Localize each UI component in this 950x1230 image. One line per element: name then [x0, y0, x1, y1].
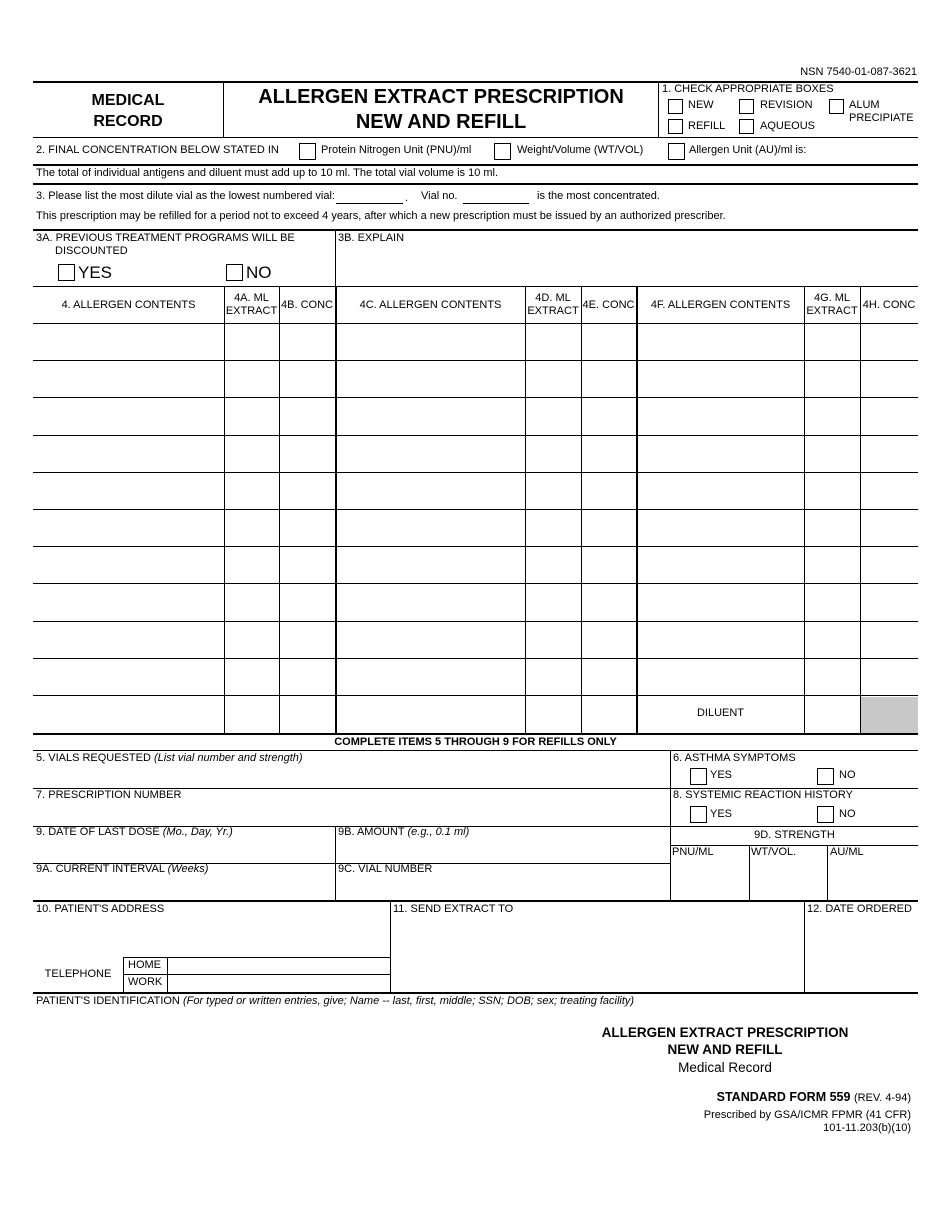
date-ordered-field[interactable]: [807, 918, 917, 990]
table-cell[interactable]: [337, 510, 524, 545]
table-cell[interactable]: [35, 659, 223, 694]
table-cell[interactable]: [281, 696, 334, 731]
table-cell[interactable]: [638, 436, 803, 471]
form-number: STANDARD FORM 559: [716, 1090, 851, 1104]
form-title-line1: ALLERGEN EXTRACT PRESCRIPTION: [258, 86, 624, 108]
aqueous-label: AQUEOUS: [760, 120, 816, 132]
asthma-no-label: NO: [839, 769, 856, 781]
table-cell[interactable]: [226, 398, 278, 434]
table-cell[interactable]: [806, 547, 859, 582]
table-cell[interactable]: [638, 473, 803, 508]
col4h-header: 4H. CONC: [862, 299, 916, 311]
item5-note: (List vial number and strength): [154, 752, 303, 764]
amount-label: [338, 826, 469, 839]
send-extract-to-field[interactable]: [393, 918, 800, 990]
nsn-number: NSN 7540-01-087-3621: [800, 66, 917, 78]
table-cell[interactable]: [806, 398, 859, 434]
prescription-number-field[interactable]: [36, 804, 666, 824]
vials-requested-label: [36, 752, 303, 765]
home-phone-field[interactable]: [169, 958, 388, 973]
wt-vol-field[interactable]: [751, 860, 826, 898]
table-cell[interactable]: [337, 659, 524, 694]
table-cell[interactable]: [35, 436, 223, 471]
table-cell[interactable]: [226, 584, 278, 620]
table-cell[interactable]: [527, 547, 580, 582]
refill-heading-rule: [33, 750, 918, 751]
item3a-divider: [335, 230, 336, 286]
table-cell[interactable]: [527, 473, 580, 508]
table-cell[interactable]: [806, 584, 859, 620]
table-cell[interactable]: [583, 324, 635, 359]
au-ml-field[interactable]: [829, 860, 917, 898]
medical-record-line2: RECORD: [93, 113, 163, 130]
table-cell[interactable]: [281, 361, 334, 396]
vial-number-label: 9C. VIAL NUMBER: [338, 863, 433, 875]
table-cell[interactable]: [806, 696, 859, 731]
prescribed-line1: Prescribed by GSA/ICMR FPMR (41 CFR): [703, 1109, 911, 1121]
table-cell[interactable]: [226, 510, 278, 545]
table-cell[interactable]: [35, 510, 223, 545]
systemic-reaction-label: 8. SYSTEMIC REACTION HISTORY: [673, 789, 853, 801]
table-cell[interactable]: [281, 584, 334, 620]
pnu-ml-label: PNU/ML: [672, 846, 714, 858]
table-cell[interactable]: [527, 696, 580, 731]
item11-divider: [804, 901, 805, 992]
patient-address-label: 10. PATIENT'S ADDRESS: [36, 903, 165, 915]
col4f-header: 4F. ALLERGEN CONTENTS: [650, 299, 791, 311]
table-cell[interactable]: [638, 510, 803, 545]
table-cell[interactable]: [862, 659, 917, 694]
item9-note: (Mo., Day, Yr.): [162, 826, 233, 838]
table-cell[interactable]: [35, 622, 223, 657]
footer-title: [585, 1024, 865, 1058]
header-bottom-rule: [33, 137, 918, 138]
table-cell[interactable]: [337, 622, 524, 657]
form-title-line2: NEW AND REFILL: [355, 111, 527, 133]
table-cell[interactable]: [527, 361, 580, 396]
table-cell[interactable]: [638, 361, 803, 396]
prescribed-by: [704, 1109, 911, 1135]
item9b-note: (e.g., 0.1 ml): [407, 826, 470, 838]
asthma-no-checkbox[interactable]: [817, 768, 834, 785]
form-title: [224, 85, 658, 135]
explain-field[interactable]: [338, 247, 916, 285]
item9-text: 9. DATE OF LAST DOSE: [36, 826, 160, 838]
table-cell[interactable]: [337, 547, 524, 582]
table-cell[interactable]: [806, 510, 859, 545]
table-cell[interactable]: [806, 324, 859, 359]
patient-identification-label: [36, 995, 634, 1008]
table-cell[interactable]: [337, 696, 524, 731]
final-concentration-label: 2. FINAL CONCENTRATION BELOW STATED IN: [36, 144, 279, 156]
table-column-rule: [860, 286, 861, 733]
footer-title-line2: NEW AND REFILL: [667, 1042, 783, 1057]
table-cell[interactable]: [281, 324, 334, 359]
table-cell[interactable]: [281, 510, 334, 545]
table-column-rule: [279, 286, 280, 733]
col4b-header: 4B. CONC: [281, 299, 333, 311]
telephone-label: TELEPHONE: [44, 968, 112, 980]
item10-divider: [390, 901, 391, 992]
table-cell[interactable]: [35, 398, 223, 434]
table-cell[interactable]: [583, 361, 635, 396]
table-cell[interactable]: [862, 324, 917, 359]
table-cell[interactable]: [806, 361, 859, 396]
au-checkbox[interactable]: [668, 143, 685, 160]
table-cell[interactable]: [281, 659, 334, 694]
col4a-line1: 4A. ML: [234, 292, 269, 304]
table-cell[interactable]: [806, 473, 859, 508]
table-cell[interactable]: [527, 510, 580, 545]
pnu-label: Protein Nitrogen Unit (PNU)/ml: [321, 144, 472, 156]
refill-period-note: This prescription may be refilled for a period not to exceed 4 years, after which a new prescription must be issued by an authorized prescriber.: [36, 210, 726, 222]
refill-checkbox[interactable]: [668, 119, 683, 134]
work-label: WORK: [128, 976, 163, 988]
table-cell[interactable]: [638, 398, 803, 434]
table-cell[interactable]: [226, 324, 278, 359]
table-cell[interactable]: [862, 622, 917, 657]
table-cell[interactable]: [226, 622, 278, 657]
table-cell[interactable]: [806, 436, 859, 471]
vial-no-field[interactable]: [463, 191, 529, 204]
medical-record-line1: MEDICAL: [91, 92, 165, 109]
table-cell[interactable]: [281, 436, 334, 471]
table-cell[interactable]: [583, 547, 635, 582]
table-cell[interactable]: [337, 361, 524, 396]
item9a-note: (Weeks): [167, 863, 209, 875]
table-cell[interactable]: [862, 547, 917, 582]
table-cell[interactable]: [638, 584, 803, 620]
table-cell[interactable]: [806, 659, 859, 694]
new-checkbox[interactable]: [668, 99, 683, 114]
table-cell[interactable]: [226, 547, 278, 582]
table-column-rule: [224, 286, 225, 733]
col4d-line2: EXTRACT: [527, 305, 579, 317]
current-interval-label: [36, 863, 208, 876]
table-cell[interactable]: [281, 398, 334, 434]
table-cell[interactable]: [527, 659, 580, 694]
table-cell[interactable]: [862, 361, 917, 396]
table-cell[interactable]: [35, 547, 223, 582]
col4c-header: 4C. ALLERGEN CONTENTS: [359, 299, 502, 311]
footer-title-line1: ALLERGEN EXTRACT PRESCRIPTION: [601, 1025, 849, 1040]
table-cell[interactable]: [226, 361, 278, 396]
patient-id-text: PATIENT'S IDENTIFICATION: [36, 995, 180, 1007]
col4g-line1: 4G. ML: [813, 292, 851, 304]
refill-section-heading: COMPLETE ITEMS 5 THROUGH 9 FOR REFILLS ONLY: [334, 736, 617, 748]
pnu-checkbox[interactable]: [299, 143, 316, 160]
table-cell[interactable]: [638, 659, 803, 694]
period-mark: .: [405, 192, 409, 204]
work-phone-field[interactable]: [169, 975, 388, 990]
table-cell[interactable]: [583, 510, 635, 545]
table-cell[interactable]: [806, 622, 859, 657]
wt-vol-checkbox[interactable]: [494, 143, 511, 160]
vial-no-label: Vial no.: [421, 190, 458, 202]
vials-requested-field[interactable]: [36, 766, 666, 786]
table-cell[interactable]: [583, 696, 635, 731]
alum-precipitate-label: [849, 99, 914, 125]
table-cell[interactable]: [527, 398, 580, 434]
table-cell[interactable]: [226, 436, 278, 471]
table-cell[interactable]: [638, 324, 803, 359]
table-cell[interactable]: [583, 398, 635, 434]
amount-field[interactable]: [338, 841, 666, 861]
item9a-text: 9A. CURRENT INTERVAL: [36, 863, 165, 875]
table-cell[interactable]: [337, 398, 524, 434]
table-column-rule: [525, 286, 526, 733]
table-cell[interactable]: [527, 324, 580, 359]
current-interval-field[interactable]: [36, 878, 331, 898]
asthma-symptoms-label: 6. ASTHMA SYMPTOMS: [673, 752, 796, 764]
table-column-rule: [581, 286, 582, 733]
reaction-yes-label: YES: [710, 808, 733, 820]
previous-treatment-label: [36, 232, 295, 258]
header-divider-2: [658, 82, 659, 137]
table-cell[interactable]: [337, 584, 524, 620]
total-note-bottom-rule: [33, 183, 918, 185]
refill-label: REFILL: [688, 120, 726, 132]
table-cell[interactable]: [583, 584, 635, 620]
pnu-ml-field[interactable]: [672, 860, 747, 898]
discount-yes-label: YES: [78, 263, 113, 282]
explain-label: 3B. EXPLAIN: [338, 232, 405, 244]
table-cell[interactable]: [527, 436, 580, 471]
check-boxes-label: 1. CHECK APPROPRIATE BOXES: [662, 83, 834, 95]
table-cell[interactable]: [862, 510, 917, 545]
discount-no-checkbox[interactable]: [226, 264, 243, 281]
most-concentrated-text: is the most concentrated.: [537, 190, 660, 202]
table-cell[interactable]: [862, 473, 917, 508]
discount-no-label: NO: [246, 263, 272, 282]
send-extract-to-label: 11. SEND EXTRACT TO: [393, 903, 514, 915]
table-cell[interactable]: [583, 473, 635, 508]
table-cell[interactable]: [281, 547, 334, 582]
last-dose-label: [36, 826, 233, 839]
reaction-no-label: NO: [839, 808, 856, 820]
patient-identification-area[interactable]: [36, 1012, 576, 1162]
prescription-number-label: 7. PRESCRIPTION NUMBER: [36, 789, 182, 801]
table-cell[interactable]: [281, 622, 334, 657]
diluent-conc-shaded-cell: [861, 697, 918, 733]
alum-precipitate-checkbox[interactable]: [829, 99, 844, 114]
col4g-line2: EXTRACT: [806, 305, 858, 317]
form-revision: (REV. 4-94): [853, 1092, 911, 1104]
table-cell[interactable]: [583, 622, 635, 657]
item2-bottom-rule: [33, 164, 918, 166]
home-label: HOME: [128, 959, 161, 971]
col4d-line1: 4D. ML: [535, 292, 571, 304]
refill-section-bottom-rule: [33, 900, 918, 902]
discount-yes-checkbox[interactable]: [58, 264, 75, 281]
table-cell[interactable]: [35, 473, 223, 508]
standard-form-number: [717, 1089, 911, 1106]
asthma-yes-label: YES: [710, 769, 733, 781]
asthma-yes-checkbox[interactable]: [690, 768, 707, 785]
table-cell[interactable]: [337, 473, 524, 508]
item3a-bottom-rule: [33, 286, 918, 287]
previous-treatment-line1: 3A. PREVIOUS TREATMENT PROGRAMS WILL BE: [36, 232, 295, 244]
vial-number-field[interactable]: [338, 878, 666, 898]
previous-treatment-line2: DISCOUNTED: [55, 245, 128, 257]
patient-id-note: (For typed or written entries, give; Name -- last, first, middle; SSN; DOB; sex; treating facility): [182, 995, 635, 1007]
table-cell[interactable]: [638, 622, 803, 657]
table-cell[interactable]: [862, 398, 917, 434]
alum-line2: PRECIPIATE: [849, 112, 914, 124]
table-cell[interactable]: [862, 436, 917, 471]
revision-checkbox[interactable]: [739, 99, 754, 114]
dilute-vial-instruction: 3. Please list the most dilute vial as the lowest numbered vial:: [36, 190, 335, 202]
col4-header: 4. ALLERGEN CONTENTS: [61, 299, 196, 311]
table-cell[interactable]: [638, 547, 803, 582]
table-cell[interactable]: [35, 361, 223, 396]
item5-text: 5. VIALS REQUESTED: [36, 752, 151, 764]
strength-divider-1: [749, 845, 750, 900]
aqueous-checkbox[interactable]: [739, 119, 754, 134]
item9b-text: 9B. AMOUNT: [338, 826, 405, 838]
table-cell[interactable]: [527, 622, 580, 657]
alum-line1: ALUM: [849, 99, 880, 111]
wt-vol-strength-label: WT/VOL.: [751, 846, 797, 858]
strength-label: 9D. STRENGTH: [754, 829, 835, 841]
table-cell[interactable]: [226, 473, 278, 508]
table-cell[interactable]: [35, 584, 223, 620]
table-cell[interactable]: [337, 324, 524, 359]
diluent-label: DILUENT: [696, 707, 745, 719]
table-cell[interactable]: [281, 473, 334, 508]
au-ml-label: AU/ML: [830, 846, 864, 858]
item3-bottom-rule: [33, 229, 918, 231]
prescribed-line2: 101-11.203(b)(10): [823, 1122, 911, 1134]
col4g-header: [804, 292, 860, 318]
col4a-header: [224, 292, 279, 318]
au-label: Allergen Unit (AU)/ml is:: [689, 144, 807, 156]
reaction-no-checkbox[interactable]: [817, 806, 834, 823]
last-dose-field[interactable]: [36, 841, 331, 861]
new-label: NEW: [688, 99, 714, 111]
table-cell[interactable]: [35, 324, 223, 359]
patient-address-field[interactable]: [36, 918, 386, 956]
table-cell[interactable]: [35, 696, 223, 731]
strength-divider-2: [827, 845, 828, 900]
table-cell[interactable]: [527, 584, 580, 620]
table-cell[interactable]: [226, 696, 278, 731]
date-ordered-label: 12. DATE ORDERED: [807, 903, 912, 915]
col4e-header: 4E. CONC: [582, 299, 635, 311]
bottom-section-rule: [33, 992, 918, 994]
wt-vol-label: Weight/Volume (WT/VOL): [517, 144, 644, 156]
col4d-header: [525, 292, 581, 318]
dilute-vial-field[interactable]: [336, 191, 403, 204]
total-volume-note: The total of individual antigens and diluent must add up to 10 ml. The total vial volume is 10 ml.: [36, 167, 499, 179]
table-cell[interactable]: [337, 436, 524, 471]
reaction-yes-checkbox[interactable]: [690, 806, 707, 823]
table-column-rule: [804, 286, 805, 733]
table-cell[interactable]: [226, 659, 278, 694]
table-cell[interactable]: [583, 659, 635, 694]
footer-subtitle: Medical Record: [678, 1060, 772, 1075]
revision-label: REVISION: [760, 99, 813, 111]
table-cell[interactable]: [583, 436, 635, 471]
table-bottom-rule: [33, 733, 918, 735]
medical-record-label: [34, 90, 222, 132]
col4a-line2: EXTRACT: [225, 305, 278, 317]
table-cell[interactable]: [862, 584, 917, 620]
